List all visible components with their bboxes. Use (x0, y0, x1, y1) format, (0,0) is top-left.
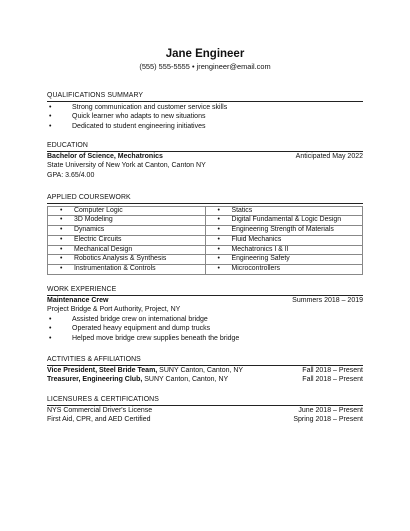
gpa: GPA: 3.65/4.00 (47, 171, 95, 179)
course-cell (48, 245, 206, 255)
bullet-icon: • (60, 255, 63, 263)
course-name: Mechatronics I & II (231, 245, 289, 253)
license-name: NYS Commercial Driver's License (47, 406, 153, 414)
coursework-table (47, 206, 363, 276)
list-item: • Helped move bridge crew supplies beneath the bridge (49, 334, 240, 342)
course-name: Electric Circuits (74, 235, 122, 243)
bullet-icon: • (49, 334, 52, 342)
bullet-icon: • (49, 113, 52, 120)
course-name: Digital Fundamental & Logic Design (231, 216, 342, 224)
license-row (47, 415, 363, 425)
section-heading: WORK EXPERIENCE (47, 285, 363, 296)
bullet-icon: • (217, 206, 220, 214)
course-cell (205, 245, 363, 255)
course-name: Engineering Strength of Materials (231, 226, 334, 234)
activity-role: Treasurer, Engineering Club, (47, 376, 143, 383)
course-name: Microcontrollers (231, 265, 281, 273)
bullet-icon: • (217, 255, 220, 263)
course-name: 3D Modeling (74, 216, 113, 224)
table-row (48, 235, 363, 245)
degree: Bachelor of Science, Mechatronics (47, 152, 163, 160)
section-heading: APPLIED COURSEWORK (47, 193, 363, 204)
course-cell (48, 226, 206, 236)
table-row (48, 226, 363, 236)
section-heading: EDUCATION (47, 141, 363, 152)
table-row (48, 255, 363, 265)
bullet-icon: • (60, 245, 63, 253)
course-name: Engineering Safety (231, 255, 290, 263)
course-name: Robotics Analysis & Synthesis (74, 255, 167, 263)
course-name: Instrumentation & Controls (74, 265, 156, 273)
course-name: Computer Logic (74, 206, 123, 214)
activity-date: Fall 2018 – Present (302, 376, 363, 383)
job-date: Summers 2018 – 2019 (292, 296, 363, 304)
bullet-icon: • (217, 265, 220, 273)
course-name: Fluid Mechanics (231, 235, 282, 243)
list-item: • Quick learner who adapts to new situations (49, 113, 206, 120)
list-item: • Strong communication and customer service skills (49, 103, 228, 111)
bullet-icon: • (49, 325, 52, 332)
section-heading: QUALIFICATIONS SUMMARY (47, 91, 363, 102)
resume-name: Jane Engineer (165, 48, 245, 60)
bullet-icon: • (60, 265, 63, 273)
bullet-icon: • (217, 245, 220, 253)
degree-date: Anticipated May 2022 (295, 152, 363, 160)
course-cell (205, 216, 363, 226)
activity-row (47, 366, 363, 376)
school: State University of New York at Canton, Canton NY (47, 162, 206, 169)
table-row (48, 245, 363, 255)
contact-line: (555) 555-5555 • jrengineer@email.com (139, 62, 271, 71)
licenses-section (47, 395, 363, 425)
job-title: Maintenance Crew (47, 296, 109, 304)
activity-role: Vice President, Steel Bride Team, (47, 366, 158, 374)
qualifications-list (47, 103, 363, 132)
license-date: June 2018 – Present (298, 406, 363, 414)
bullet-icon: • (60, 226, 63, 234)
qualifications-section (47, 91, 363, 131)
list-item: • Assisted bridge crew on international bridge (49, 315, 208, 323)
bullet-icon: • (217, 235, 220, 243)
activities-section (47, 355, 363, 385)
section-heading: LICENSURES & CERTIFICATIONS (47, 395, 363, 406)
section-heading: ACTIVITIES & AFFILIATIONS (47, 355, 363, 366)
bullet-icon: • (49, 122, 52, 130)
activity-org: SUNY Canton, Canton, NY (157, 366, 244, 374)
course-cell (205, 265, 363, 275)
course-cell (205, 206, 363, 216)
list-item: • Dedicated to student engineering initiatives (49, 122, 206, 130)
degree-row (47, 152, 363, 162)
course-cell (205, 226, 363, 236)
course-name: Dynamics (74, 226, 105, 234)
bullet-icon: • (217, 226, 220, 234)
list-item: • Operated heavy equipment and dump trucks (49, 325, 211, 332)
course-name: Statics (231, 206, 253, 214)
bullet-icon: • (49, 103, 52, 111)
work-list (47, 315, 363, 344)
course-cell (205, 235, 363, 245)
table-row (48, 206, 363, 216)
course-name: Mechanical Design (74, 245, 133, 253)
license-name: First Aid, CPR, and AED Certified (47, 416, 151, 423)
course-cell (48, 235, 206, 245)
course-cell (48, 255, 206, 265)
license-date: Spring 2018 – Present (293, 416, 363, 423)
education-section (47, 141, 363, 180)
coursework-section (47, 193, 363, 275)
course-cell (48, 265, 206, 275)
activity-row (47, 375, 363, 385)
course-cell (205, 255, 363, 265)
bullet-icon: • (60, 206, 63, 214)
bullet-icon: • (60, 216, 63, 224)
bullet-icon: • (49, 315, 52, 323)
table-row (48, 265, 363, 275)
work-section (47, 285, 363, 343)
activity-date: Fall 2018 – Present (302, 366, 363, 374)
course-cell (48, 206, 206, 216)
license-row (47, 406, 363, 416)
course-cell (48, 216, 206, 226)
job-row (47, 296, 363, 306)
table-row (48, 216, 363, 226)
activity-org: SUNY Canton, Canton, NY (142, 376, 229, 383)
bullet-icon: • (217, 216, 220, 224)
employer: Project Bridge & Port Authority, Project, NY (47, 306, 181, 313)
bullet-icon: • (60, 235, 63, 243)
